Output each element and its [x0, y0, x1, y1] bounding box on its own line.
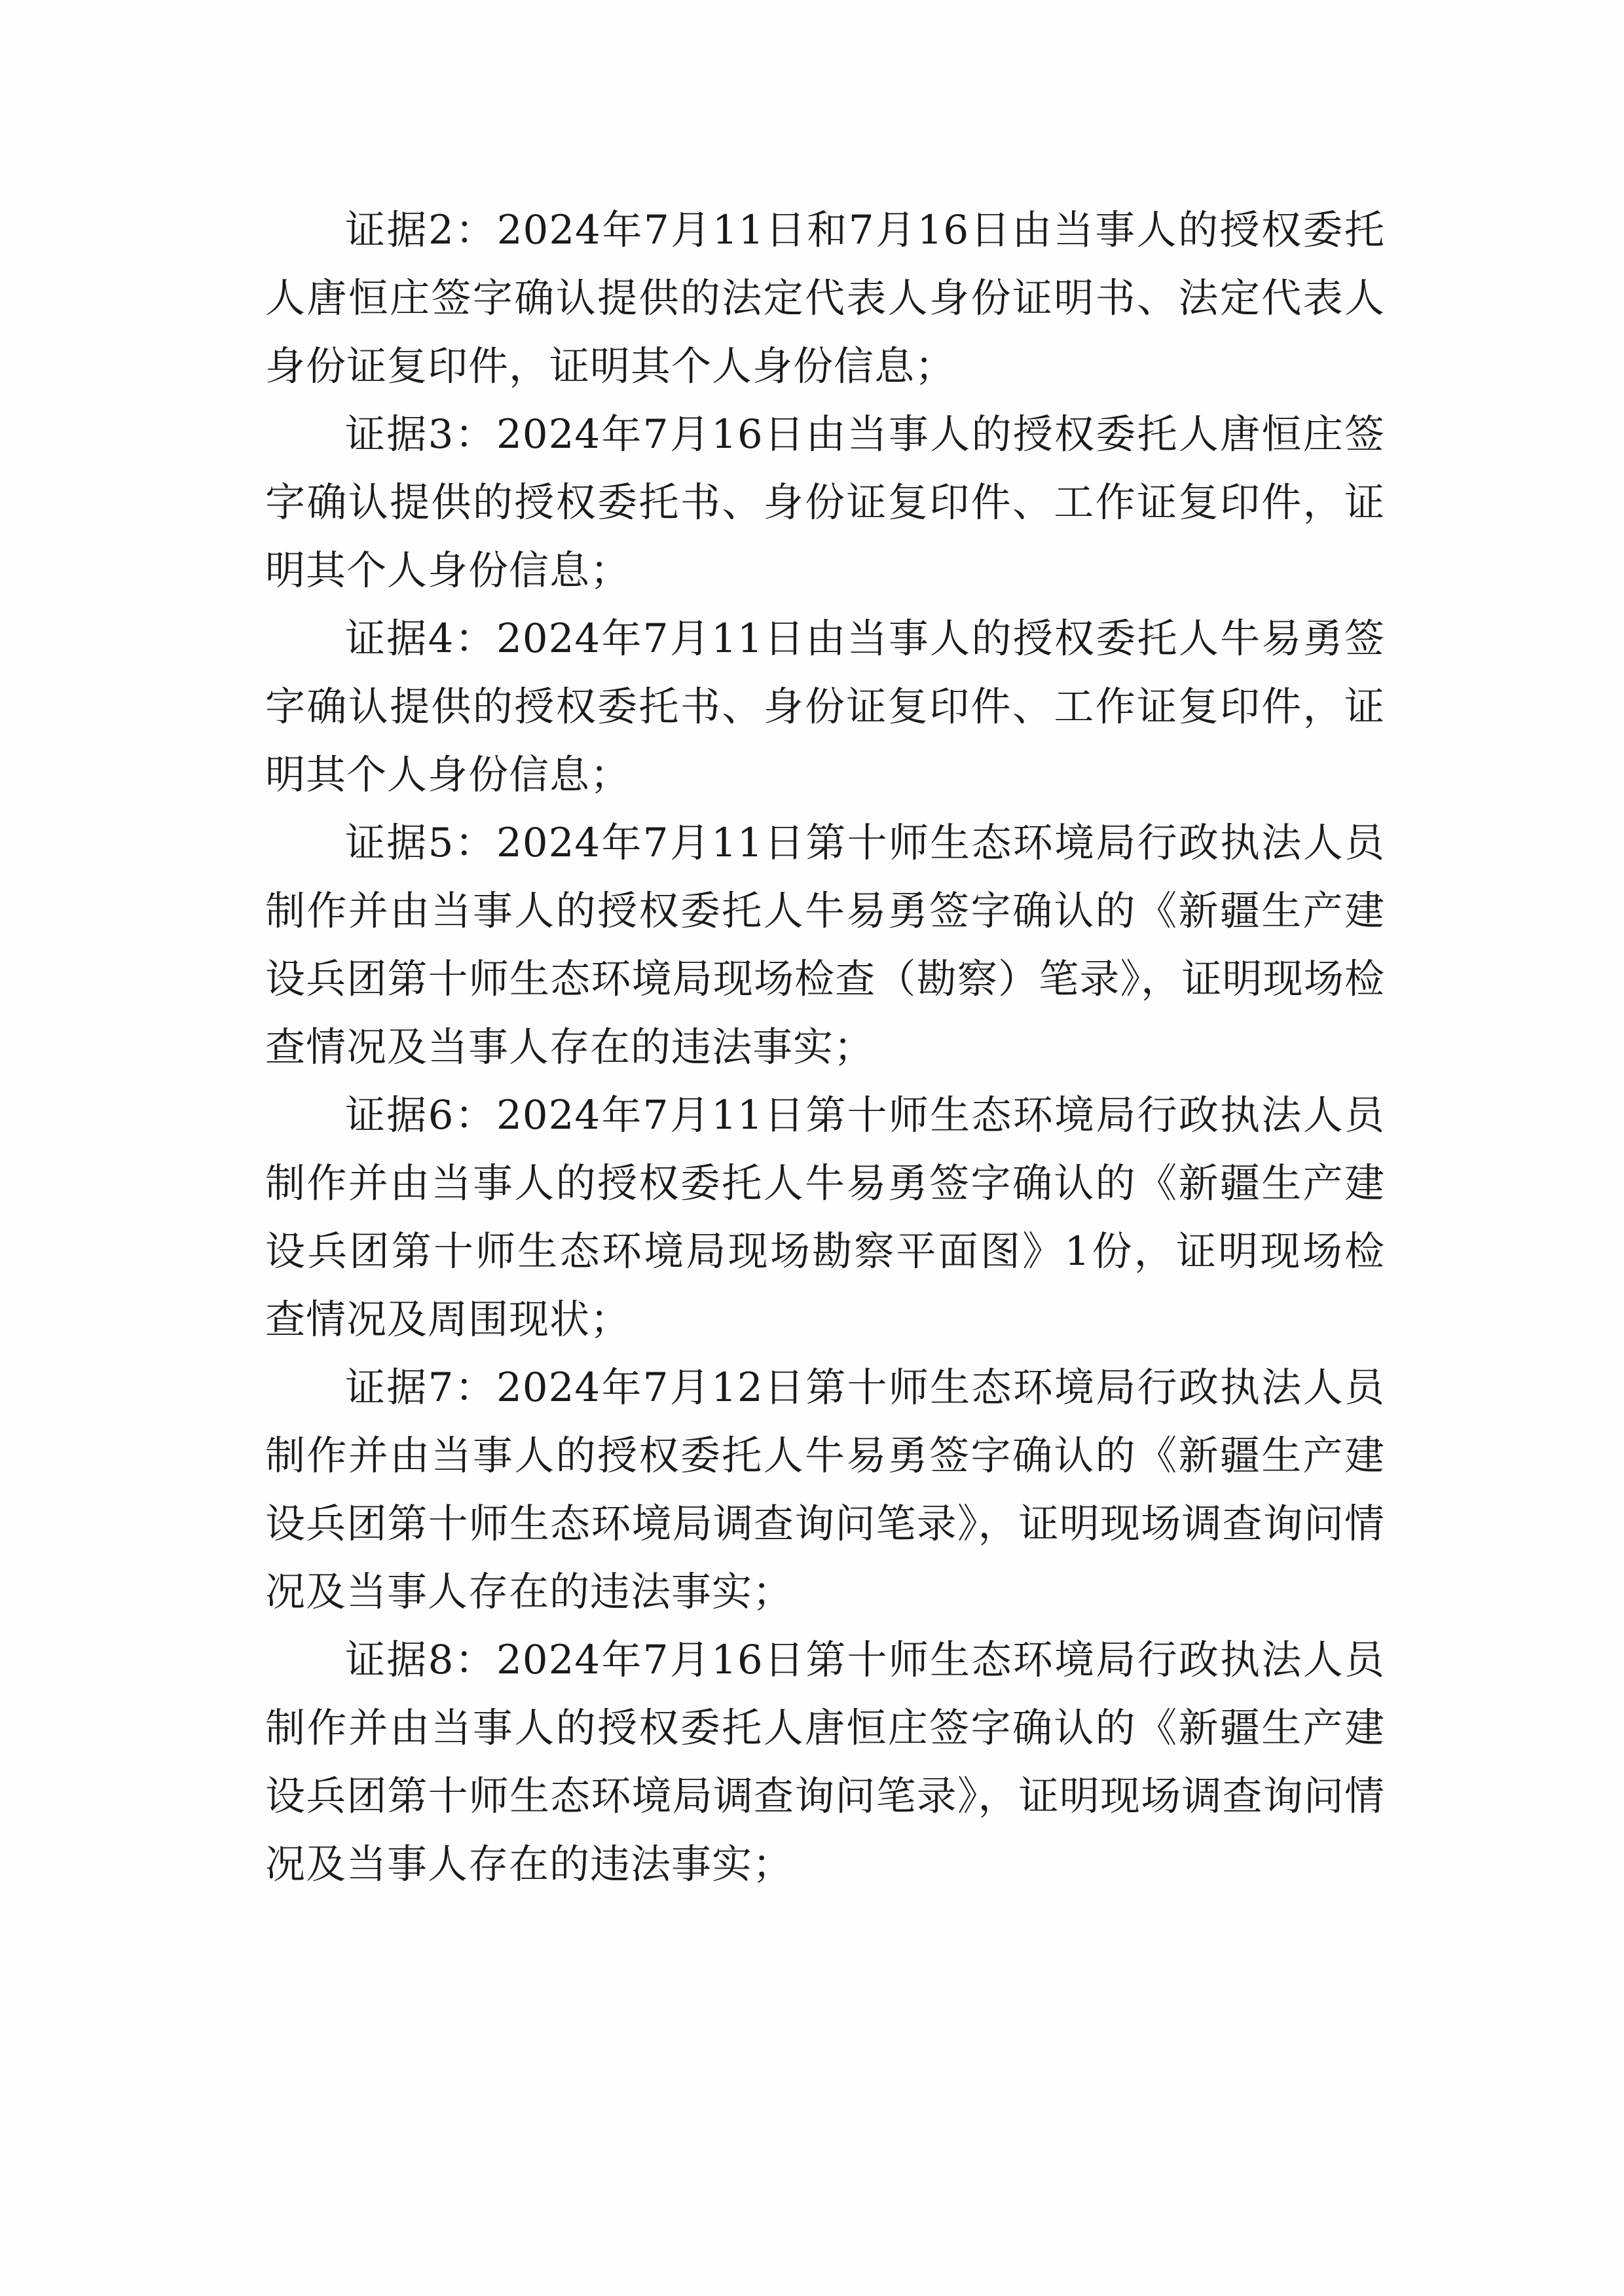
evidence-paragraph-5: 证据5：2024年7月11日第十师生态环境局行政执法人员制作并由当事人的授权委托人牛易勇签字确认的《新疆生产建设兵团第十师生态环境局现场检查（勘察）笔录》，证明现场检查情况及当事人存在的违法事实； — [265, 820, 1385, 1070]
document-body — [265, 196, 1385, 1899]
evidence-paragraph-2: 证据2：2024年7月11日和7月16日由当事人的授权委托人唐恒庄签字确认提供的法定代表人身份证明书、法定代表人身份证复印件，证明其个人身份信息； — [265, 207, 1385, 390]
evidence-paragraph-4: 证据4：2024年7月11日由当事人的授权委托人牛易勇签字确认提供的授权委托书、身份证复印件、工作证复印件，证明其个人身份信息； — [265, 615, 1385, 798]
evidence-paragraph-7: 证据7：2024年7月12日第十师生态环境局行政执法人员制作并由当事人的授权委托人牛易勇签字确认的《新疆生产建设兵团第十师生态环境局调查询问笔录》，证明现场调查询问情况及当事人存在的违法事实； — [265, 1364, 1385, 1615]
evidence-paragraph-3: 证据3：2024年7月16日由当事人的授权委托人唐恒庄签字确认提供的授权委托书、身份证复印件、工作证复印件，证明其个人身份信息； — [265, 411, 1385, 594]
evidence-paragraph-8: 证据8：2024年7月16日第十师生态环境局行政执法人员制作并由当事人的授权委托人唐恒庄签字确认的《新疆生产建设兵团第十师生态环境局调查询问笔录》，证明现场调查询问情况及当事人存在的违法事实； — [265, 1637, 1385, 1887]
evidence-paragraph-6: 证据6：2024年7月11日第十师生态环境局行政执法人员制作并由当事人的授权委托人牛易勇签字确认的《新疆生产建设兵团第十师生态环境局现场勘察平面图》1份，证明现场检查情况及周围现状； — [265, 1092, 1385, 1343]
